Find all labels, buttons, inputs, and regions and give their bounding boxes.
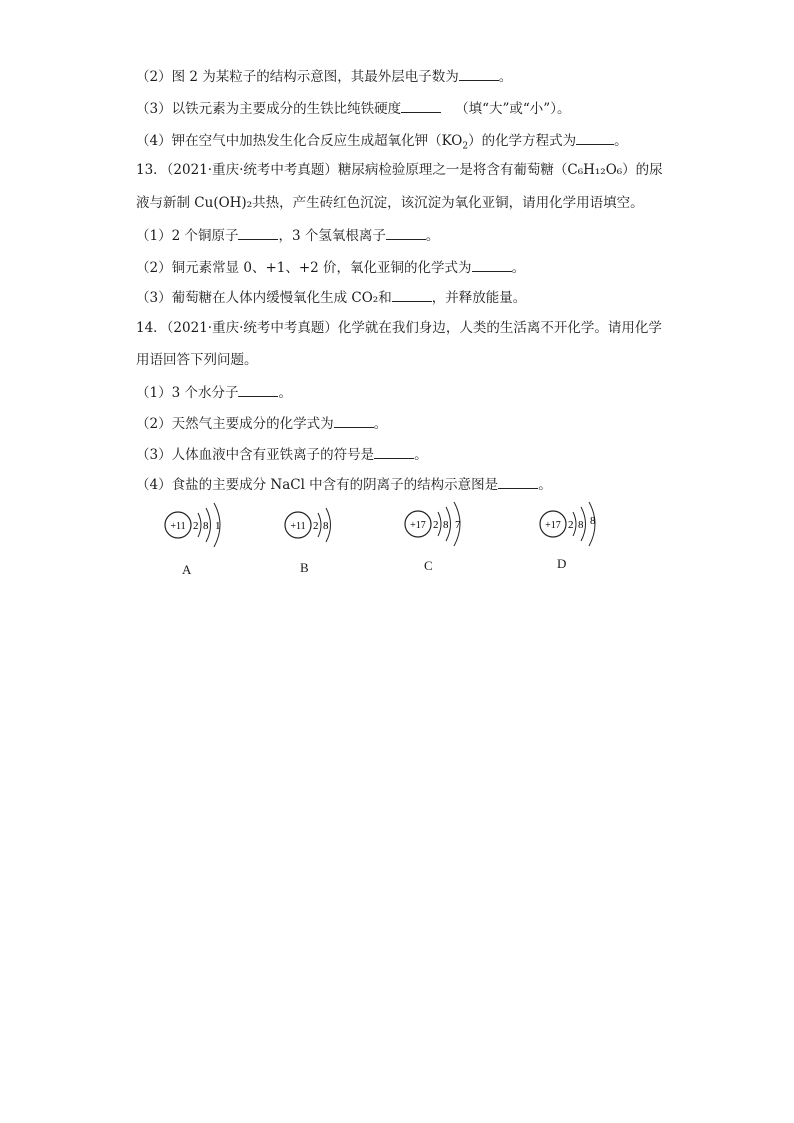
q13-stem-2: 液与新制 Cu(OH)₂共热，产生砖红色沉淀，该沉淀为氧化亚铜，请用化学用语填空。 [136,195,644,211]
shell-count: 2 [313,520,319,532]
atom-diagram-a-svg [160,494,240,554]
punct: 。 [614,133,628,149]
shell-count: 2 [568,519,574,531]
shell-count: 8 [203,520,209,532]
punct: 。 [414,447,428,463]
nucleus-label: +17 [545,520,561,531]
q12-4-text-2: ）的化学方程式为 [468,133,577,149]
atom-diagram-a [160,494,240,577]
answer-blank[interactable] [238,382,278,397]
shell-count: 8 [590,515,596,527]
shell-count: 7 [455,519,461,531]
q14-2-text: （2）天然气主要成分的化学式为 [136,416,334,432]
q14-stem-1: 14．（2021·重庆·统考中考真题）化学就在我们身边，人类的生活离不开化学。请用化学 [136,320,662,336]
atom-diagram-b-svg [280,494,360,554]
atom-diagram-b [280,494,360,575]
punct: 。 [498,69,513,85]
q13-1-text-2: ，3 个氢氧根离子 [278,228,386,244]
hint-text: （填“大”或“小”）。 [455,101,571,117]
answer-blank[interactable] [374,444,414,459]
q14-3-line [136,444,428,465]
q14-2-line [136,413,387,434]
option-label-c: C [424,558,433,573]
answer-blank[interactable] [472,257,512,272]
option-label-b: B [300,560,309,575]
q14-3-text: （3）人体血液中含有亚铁离子的符号是 [136,447,375,463]
atom-diagram-d [535,494,615,571]
q12-3-line [136,98,570,119]
answer-blank[interactable] [386,225,426,240]
q13-3-text-2: ，并释放能量。 [431,290,527,306]
shell-count: 2 [433,519,439,531]
q13-1-text: （1）2 个铜原子 [136,228,239,244]
answer-blank[interactable] [401,98,441,113]
punct: 。 [278,385,292,401]
nucleus-label: +17 [410,520,426,531]
atom-diagram-c-svg [400,494,480,554]
q14-stem-2: 用语回答下列问题。 [136,352,258,368]
punct: 。 [511,260,526,276]
subscript: 2 [462,141,469,152]
q13-3-line [136,287,526,308]
q13-stem-1: 13．（2021·重庆·统考中考真题）糖尿病检验原理之一是将含有葡萄糖（C₆H₁₂O₆）的尿 [136,162,663,178]
shell-count: 1 [215,520,221,532]
answer-blank[interactable] [238,225,278,240]
shell-count: 8 [443,519,449,531]
q14-1-line [136,382,292,403]
q13-3-text: （3）葡萄糖在人体内缓慢氧化生成 CO₂和 [136,290,392,306]
punct: 。 [538,477,552,493]
q14-1-text: （1）3 个水分子 [136,385,239,401]
q14-4-line [136,474,552,495]
shell-count: 2 [193,520,199,532]
option-label-d: D [557,556,567,571]
q13-1-line [136,225,439,246]
nucleus-label: +11 [170,521,186,532]
answer-blank[interactable] [459,66,499,81]
nucleus-label: +11 [290,521,306,532]
atom-diagram-c [400,494,480,573]
answer-blank[interactable] [498,474,538,489]
answer-blank[interactable] [576,130,614,145]
q14-4-text: （4）食盐的主要成分 NaCl 中含有的阴离子的结构示意图是 [136,477,499,493]
q12-4-line [136,130,628,157]
answer-blank[interactable] [334,413,374,428]
option-label-a: A [182,562,192,577]
q12-4-text: （4）钾在空气中加热发生化合反应生成超氧化钾（KO [136,133,463,149]
q12-2-line [136,66,512,87]
q13-2-text: （2）铜元素常显 0、+1、+2 价，氧化亚铜的化学式为 [136,260,472,276]
q12-2-text: （2）图 2 为某粒子的结构示意图，其最外层电子数为 [136,69,459,85]
atom-diagram-d-svg [535,494,615,554]
shell-count: 8 [578,519,584,531]
shell-count: 8 [323,520,329,532]
q13-2-line [136,257,525,278]
answer-blank[interactable] [392,287,432,302]
q12-3-text: （3）以铁元素为主要成分的生铁比纯铁硬度 [136,101,402,117]
atom-diagram-options [150,494,630,584]
punct: 。 [373,416,388,432]
punct: 。 [425,228,440,244]
